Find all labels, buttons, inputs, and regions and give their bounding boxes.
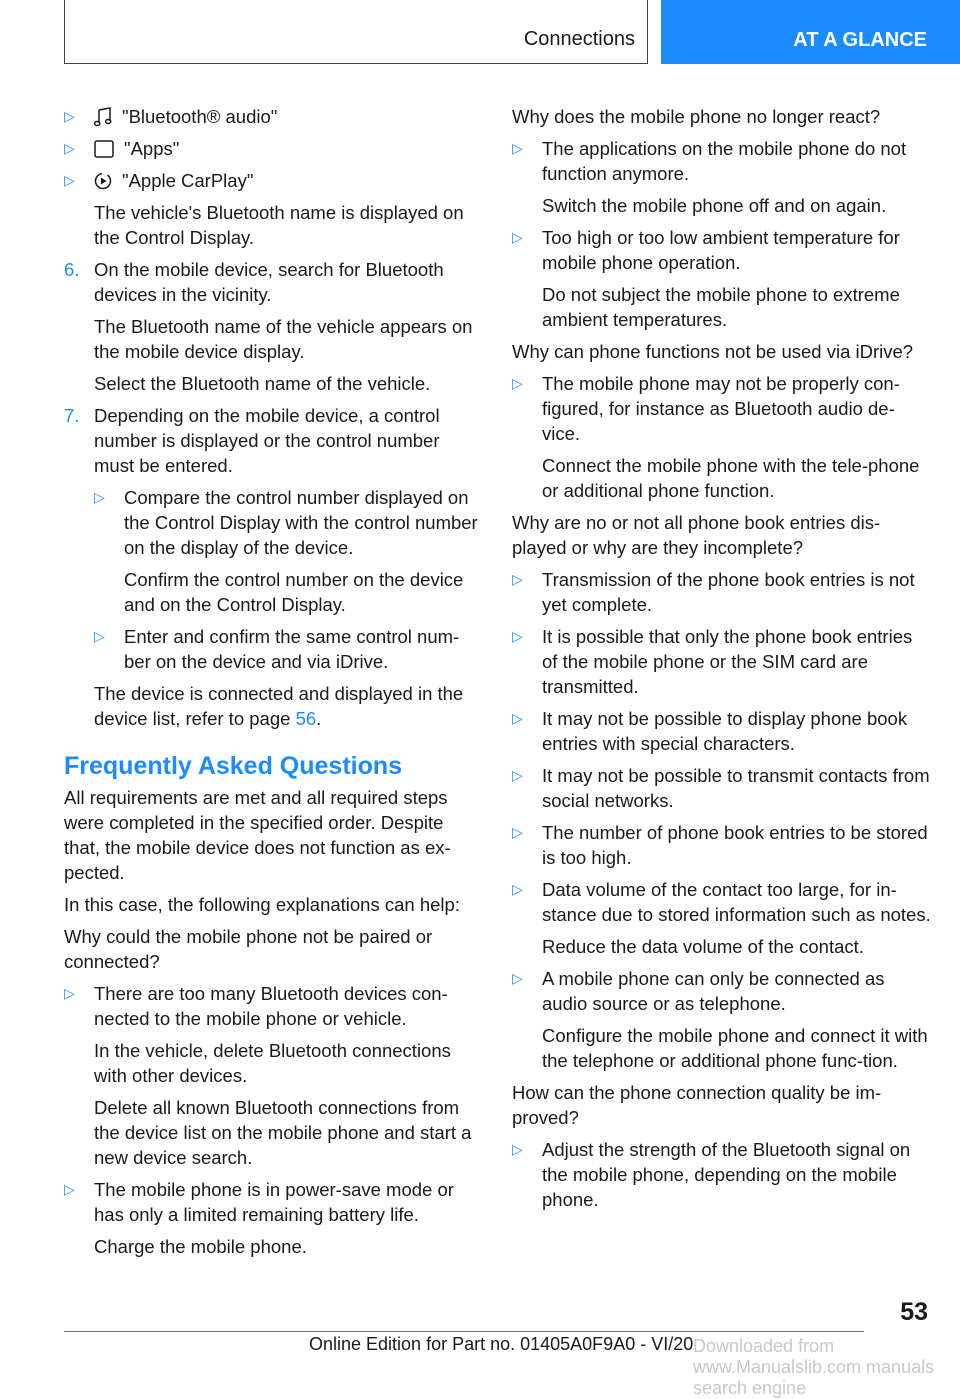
punctuation: . — [316, 708, 322, 729]
faq-question: Why does the mobile phone no longer react? — [512, 106, 881, 127]
body-text: Enter and confirm the same control num-ber on the device and via iDrive. — [124, 626, 460, 672]
bullet-triangle-icon: ▷ — [512, 375, 523, 391]
faq-answer-item — [512, 877, 932, 959]
edition-note: Online Edition for Part no. 01405A0F9A0 - VI/20 — [309, 1334, 694, 1354]
body-text: Data volume of the contact too large, for in-stance due to stored information such as notes. — [542, 879, 931, 925]
body-text: Delete all known Bluetooth connections from the device list on the mobile phone and start a new device search. — [94, 1097, 472, 1168]
body-text: Reduce the data volume of the contact. — [542, 936, 864, 957]
body-text: The number of phone book entries to be stored is too high. — [542, 822, 928, 868]
body-text: Configure the mobile phone and connect it with the telephone or additional phone func-tion. — [542, 1025, 928, 1071]
body-text: On the mobile device, search for Bluetooth devices in the vicinity. — [94, 259, 444, 305]
faq-answer-item — [512, 1137, 932, 1212]
body-text: In the vehicle, delete Bluetooth connections with other devices. — [94, 1040, 451, 1086]
faq-question: Why could the mobile phone not be paired or connected? — [64, 926, 433, 972]
left-column — [64, 104, 482, 1266]
step-item — [64, 403, 482, 731]
bullet-triangle-icon: ▷ — [512, 229, 523, 245]
faq-answer-item — [512, 371, 932, 503]
carplay-play-icon — [94, 172, 112, 190]
body-text: The mobile phone is in power-save mode or has only a limited remaining battery life. — [94, 1179, 454, 1225]
body-text: There are too many Bluetooth devices con-nected to the mobile phone or vehicle. — [94, 983, 448, 1029]
faq-answer-item — [64, 1177, 482, 1259]
body-text: Adjust the strength of the Bluetooth signal on the mobile phone, depending on the mobile phone. — [542, 1139, 911, 1210]
faq-answer-item — [512, 136, 932, 218]
bullet-triangle-icon: ▷ — [512, 140, 523, 156]
bullet-triangle-icon: ▷ — [512, 970, 523, 986]
step-number: 7. — [64, 405, 80, 426]
bullet-triangle-icon: ▷ — [512, 824, 523, 840]
faq-question: Why are no or not all phone book entries dis-played or why are they incomplete? — [512, 512, 881, 558]
menu-item-label: "Bluetooth® audio" — [122, 106, 278, 127]
body-text: Depending on the mobile device, a control number is displayed or the control number must be entered. — [94, 405, 440, 476]
step-item — [64, 257, 482, 396]
body-text: Charge the mobile phone. — [94, 1236, 307, 1257]
body-text: Switch the mobile phone off and on again. — [542, 195, 887, 216]
bullet-triangle-icon: ▷ — [512, 710, 523, 726]
bullet-triangle-icon: ▷ — [94, 489, 105, 505]
bullet-triangle-icon: ▷ — [64, 172, 75, 188]
sub-bullet — [94, 624, 482, 674]
body-text: It may not be possible to display phone book entries with special characters. — [542, 708, 908, 754]
faq-answer-item — [64, 981, 482, 1170]
bullet-triangle-icon: ▷ — [94, 628, 105, 644]
menu-item-label: "Apple CarPlay" — [122, 170, 254, 191]
faq-answer-item — [512, 567, 932, 617]
bullet-triangle-icon: ▷ — [512, 767, 523, 783]
page-reference-link[interactable]: 56 — [295, 708, 317, 729]
body-text: Compare the control number displayed on the Control Display with the control number on the display of the device. — [124, 487, 478, 558]
bullet-triangle-icon: ▷ — [512, 628, 523, 644]
menu-item — [64, 136, 482, 161]
body-text: Do not subject the mobile phone to extreme ambient temperatures. — [542, 284, 900, 330]
body-text: The mobile phone may not be properly con-figured, for instance as Bluetooth audio de-vice. — [542, 373, 900, 444]
faq-answer-item — [512, 966, 932, 1073]
bullet-triangle-icon: ▷ — [64, 1181, 75, 1197]
body-text: The vehicle's Bluetooth name is displayed on the Control Display. — [94, 202, 464, 248]
bullet-triangle-icon: ▷ — [64, 985, 75, 1001]
page-number: 53 — [900, 1298, 928, 1326]
faq-answer-item — [512, 624, 932, 699]
bullet-triangle-icon: ▷ — [64, 140, 75, 156]
sub-bullet — [94, 485, 482, 617]
body-text: The applications on the mobile phone do not function anymore. — [542, 138, 907, 184]
right-column — [512, 104, 932, 1219]
faq-answer-item — [512, 763, 932, 813]
bullet-triangle-icon: ▷ — [512, 881, 523, 897]
header-chapter-tab: AT A GLANCE — [661, 0, 960, 64]
body-text-span: The device is connected and displayed in the device list, refer to page — [94, 683, 464, 729]
body-text: In this case, the following explanations can help: — [64, 894, 460, 915]
footer-divider — [64, 1331, 864, 1332]
body-text: It is possible that only the phone book entries of the mobile phone or the SIM card are transmitted. — [542, 626, 913, 697]
bullet-triangle-icon: ▷ — [64, 108, 75, 124]
step-number: 6. — [64, 259, 80, 280]
faq-answer-item — [512, 706, 932, 756]
section-heading: Frequently Asked Questions — [64, 752, 403, 780]
faq-question: How can the phone connection quality be im-proved? — [512, 1082, 882, 1128]
body-text — [94, 681, 482, 731]
body-text: Connect the mobile phone with the tele-phone or additional phone function. — [542, 455, 920, 501]
menu-item-label: "Apps" — [124, 138, 180, 159]
menu-item — [64, 104, 482, 129]
body-text: It may not be possible to transmit contacts from social networks. — [542, 765, 930, 811]
faq-answer-item — [512, 820, 932, 870]
body-text: All requirements are met and all required steps were completed in the specified order. Despite that, the mobile device does not function as ex-pected. — [64, 787, 451, 883]
music-note-icon — [94, 107, 112, 127]
body-text: Select the Bluetooth name of the vehicle. — [94, 373, 431, 394]
bullet-triangle-icon: ▷ — [512, 1141, 523, 1157]
apps-square-icon — [94, 140, 114, 158]
faq-answer-item — [512, 225, 932, 332]
menu-item — [64, 168, 482, 193]
body-text: The Bluetooth name of the vehicle appears on the mobile device display. — [94, 316, 473, 362]
body-text: Confirm the control number on the device and on the Control Display. — [124, 569, 464, 615]
header-section-title: Connections — [523, 28, 635, 50]
body-text: Transmission of the phone book entries is not yet complete. — [542, 569, 915, 615]
faq-question: Why can phone functions not be used via iDrive? — [512, 341, 914, 362]
body-text: A mobile phone can only be connected as audio source or as telephone. — [542, 968, 885, 1014]
watermark-text: Downloaded from www.Manualslib.com manuals search engine — [693, 1336, 935, 1398]
body-text: Too high or too low ambient temperature for mobile phone operation. — [542, 227, 900, 273]
bullet-triangle-icon: ▷ — [512, 571, 523, 587]
